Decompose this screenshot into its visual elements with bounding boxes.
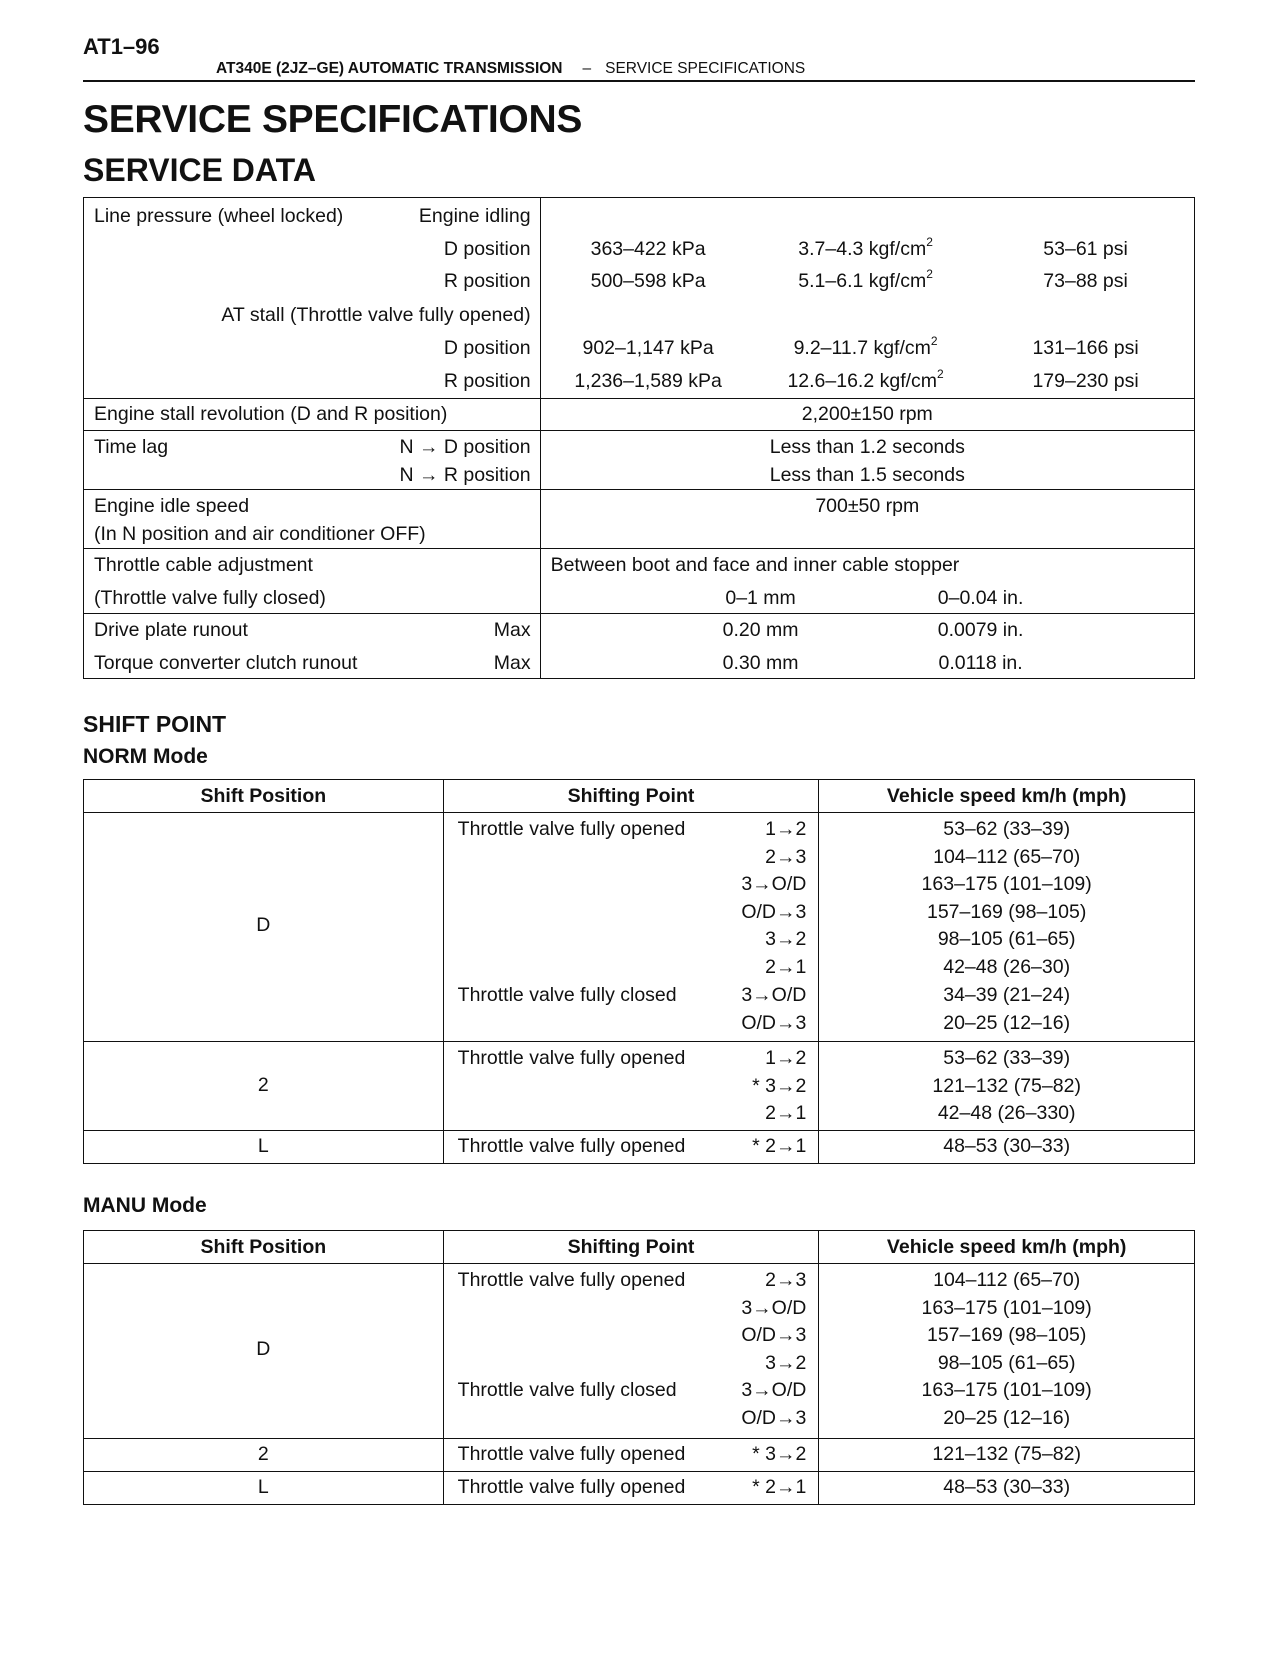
norm-d-shift-4: O/D→3 [741,900,807,923]
idle-speed-row [84,490,1195,549]
manu-d-shift-2: 3→O/D [741,1296,807,1319]
stall-r-position: R position [443,370,531,392]
stall-r-kgf: 12.6–16.2 kgf/$cm^2$ [787,367,944,392]
manu-header-speed: Vehicle speed km/h (mph) [819,1231,1195,1264]
drive-plate-max: Max [493,619,531,641]
norm-d-speed-7: 34–39 (21–24) [943,984,1071,1006]
running-header [216,60,805,78]
stall-r-psi: 179–230 psi [1032,370,1139,392]
runout-row [84,614,1195,679]
service-data-heading: SERVICE DATA [83,152,316,188]
idle-speed-condition: (In N position and air conditioner OFF) [94,523,426,545]
torque-converter-in: 0.0118 in. [938,652,1023,674]
norm-d-shift-5: 3→2 [765,928,807,950]
manu-d-speed-2: 163–175 (101–109) [921,1296,1092,1319]
norm-l-shift: * 2→1 [752,1135,807,1157]
norm-d-row [84,813,1195,1042]
manu-d-shift-6: O/D→3 [741,1406,807,1429]
manu-2-speed: 121–132 (75–82) [932,1443,1081,1465]
norm-header-point: Shifting Point [443,780,819,813]
service-data-table [83,197,1195,679]
throttle-cable-label: Throttle cable adjustment [94,554,313,576]
manu-d-speed-4: 98–105 (61–65) [937,1351,1076,1374]
engine-idling-label: Engine idling [418,205,531,227]
norm-d-speed-1: 53–62 (33–39) [943,818,1071,840]
stall-revolution-row [84,399,1195,431]
norm-d-speed-6: 42–48 (26–30) [943,955,1071,978]
norm-header-row [84,780,1195,813]
norm-2-shift-1: 1→2 [765,1047,807,1069]
norm-d-closed-label: Throttle valve fully closed [457,984,677,1006]
subsection-title: SERVICE SPECIFICATIONS [605,60,806,77]
norm-2-speed-3: 42–48 (26–330) [937,1102,1076,1124]
idle-d-kpa: 363–422 kPa [590,238,706,260]
stall-d-kgf: 9.2–11.7 kgf/$cm^2$ [793,334,938,359]
manu-d-shift-4: 3→2 [765,1351,807,1374]
manu-d-row [84,1264,1195,1439]
idle-r-psi: 73–88 psi [1043,270,1128,292]
section-title: AT340E (2JZ–GE) AUTOMATIC TRANSMISSION [216,60,563,77]
idle-d-psi: 53–61 psi [1043,238,1128,260]
page-number: AT1–96 [83,34,160,59]
throttle-cable-mm: 0–1 mm [725,587,796,609]
time-lag-nr-value: Less than 1.5 seconds [769,464,965,486]
manu-header-position: Shift Position [84,1231,444,1264]
idle-d-position: D position [443,238,531,260]
throttle-cable-condition: (Throttle valve fully closed) [94,587,326,609]
norm-l-position: L [257,1135,269,1157]
throttle-cable-desc: Between boot and face and inner cable stopper [550,554,960,576]
manu-l-shift: * 2→1 [752,1476,807,1498]
time-lag-label: Time lag [94,436,169,458]
norm-2-shift-3: 2→1 [765,1102,807,1124]
norm-d-speed-8: 20–25 (12–16) [943,1011,1071,1034]
manu-l-opened-label: Throttle valve fully opened [457,1476,686,1498]
manu-mode-table [83,1230,1195,1505]
manu-d-speed-3: 157–169 (98–105) [926,1324,1087,1346]
page-title: SERVICE SPECIFICATIONS [83,98,583,141]
stall-d-position: D position [443,337,531,359]
manu-2-position: 2 [257,1443,269,1465]
manu-d-shift-3: O/D→3 [741,1324,807,1346]
norm-d-speed-5: 98–105 (61–65) [937,928,1076,950]
norm-2-speed-1: 53–62 (33–39) [943,1047,1071,1069]
torque-converter-mm: 0.30 mm [722,652,799,674]
norm-header-position: Shift Position [84,780,444,813]
idle-r-position: R position [443,270,531,292]
norm-d-position: D [256,914,271,936]
norm-l-speed: 48–53 (30–33) [943,1135,1071,1157]
norm-mode-heading: NORM Mode [83,745,208,768]
manu-d-shift-1: 2→3 [765,1269,807,1291]
drive-plate-label: Drive plate runout [94,619,248,641]
idle-speed-value: 700±50 rpm [815,495,920,517]
throttle-cable-in: 0–0.04 in. [937,587,1024,609]
manu-2-row [84,1439,1195,1472]
torque-converter-label: Torque converter clutch runout [94,652,358,674]
norm-d-speed-4: 157–169 (98–105) [926,900,1087,923]
torque-converter-max: Max [493,652,531,674]
norm-2-row [84,1042,1195,1131]
manu-l-speed: 48–53 (30–33) [943,1476,1071,1498]
time-lag-nd: N → D position [399,436,531,458]
norm-d-shift-1: 1→2 [765,818,807,840]
manu-2-opened-label: Throttle valve fully opened [457,1443,686,1465]
manu-2-shift: * 3→2 [752,1443,807,1465]
idle-r-kgf: 5.1–6.1 kgf/$cm^2$ [798,267,933,292]
idle-speed-label: Engine idle speed [94,495,250,517]
header-rule [83,80,1195,82]
stall-d-psi: 131–166 psi [1032,337,1139,359]
at-stall-label: AT stall (Throttle valve fully opened) [221,304,531,326]
manu-d-opened-label: Throttle valve fully opened [457,1269,686,1291]
norm-l-row [84,1131,1195,1164]
norm-d-shift-7: 3→O/D [741,984,807,1006]
time-lag-nr: N → R position [399,464,531,486]
norm-2-shift-2: * 3→2 [752,1074,807,1097]
time-lag-row [84,431,1195,490]
stall-r-kpa: 1,236–1,589 kPa [574,370,722,392]
drive-plate-mm: 0.20 mm [722,619,799,641]
idle-r-kpa: 500–598 kPa [590,270,706,292]
line-pressure-label: Line pressure (wheel locked) [94,205,344,227]
manu-header-point: Shifting Point [443,1231,819,1264]
norm-d-shift-3: 3→O/D [741,873,807,895]
manu-header-row [84,1231,1195,1264]
manu-d-speed-6: 20–25 (12–16) [943,1406,1071,1429]
norm-2-opened-label: Throttle valve fully opened [457,1047,686,1069]
time-lag-nd-value: Less than 1.2 seconds [769,436,965,458]
manu-d-speed-5: 163–175 (101–109) [921,1379,1092,1401]
norm-d-shift-8: O/D→3 [741,1011,807,1034]
manu-l-position: L [257,1476,269,1498]
stall-revolution-label: Engine stall revolution (D and R position) [94,403,448,425]
norm-mode-table [83,779,1195,1164]
shift-point-heading: SHIFT POINT [83,711,227,737]
idle-d-kgf: 3.7–4.3 kgf/$cm^2$ [798,235,933,260]
stall-revolution-value: 2,200±150 rpm [801,403,933,425]
manu-d-speed-1: 104–112 (65–70) [933,1269,1081,1291]
norm-header-speed: Vehicle speed km/h (mph) [819,780,1195,813]
norm-l-opened-label: Throttle valve fully opened [457,1135,686,1157]
norm-2-position: 2 [257,1074,269,1096]
stall-d-kpa: 902–1,147 kPa [582,337,714,359]
header-separator: – [582,60,592,77]
manu-l-row [84,1472,1195,1505]
norm-2-speed-2: 121–132 (75–82) [932,1074,1081,1097]
line-pressure-row [84,198,1195,399]
manu-d-position: D [256,1338,271,1360]
manu-d-closed-label: Throttle valve fully closed [457,1379,677,1401]
throttle-cable-row [84,549,1195,614]
norm-d-shift-6: 2→1 [765,955,807,978]
norm-d-speed-3: 163–175 (101–109) [921,873,1092,895]
norm-d-speed-2: 104–112 (65–70) [933,845,1081,868]
norm-d-opened-label: Throttle valve fully opened [457,818,686,840]
manu-d-shift-5: 3→O/D [741,1379,807,1401]
manu-mode-heading: MANU Mode [83,1194,207,1217]
norm-d-shift-2: 2→3 [765,845,807,868]
drive-plate-in: 0.0079 in. [937,619,1024,641]
